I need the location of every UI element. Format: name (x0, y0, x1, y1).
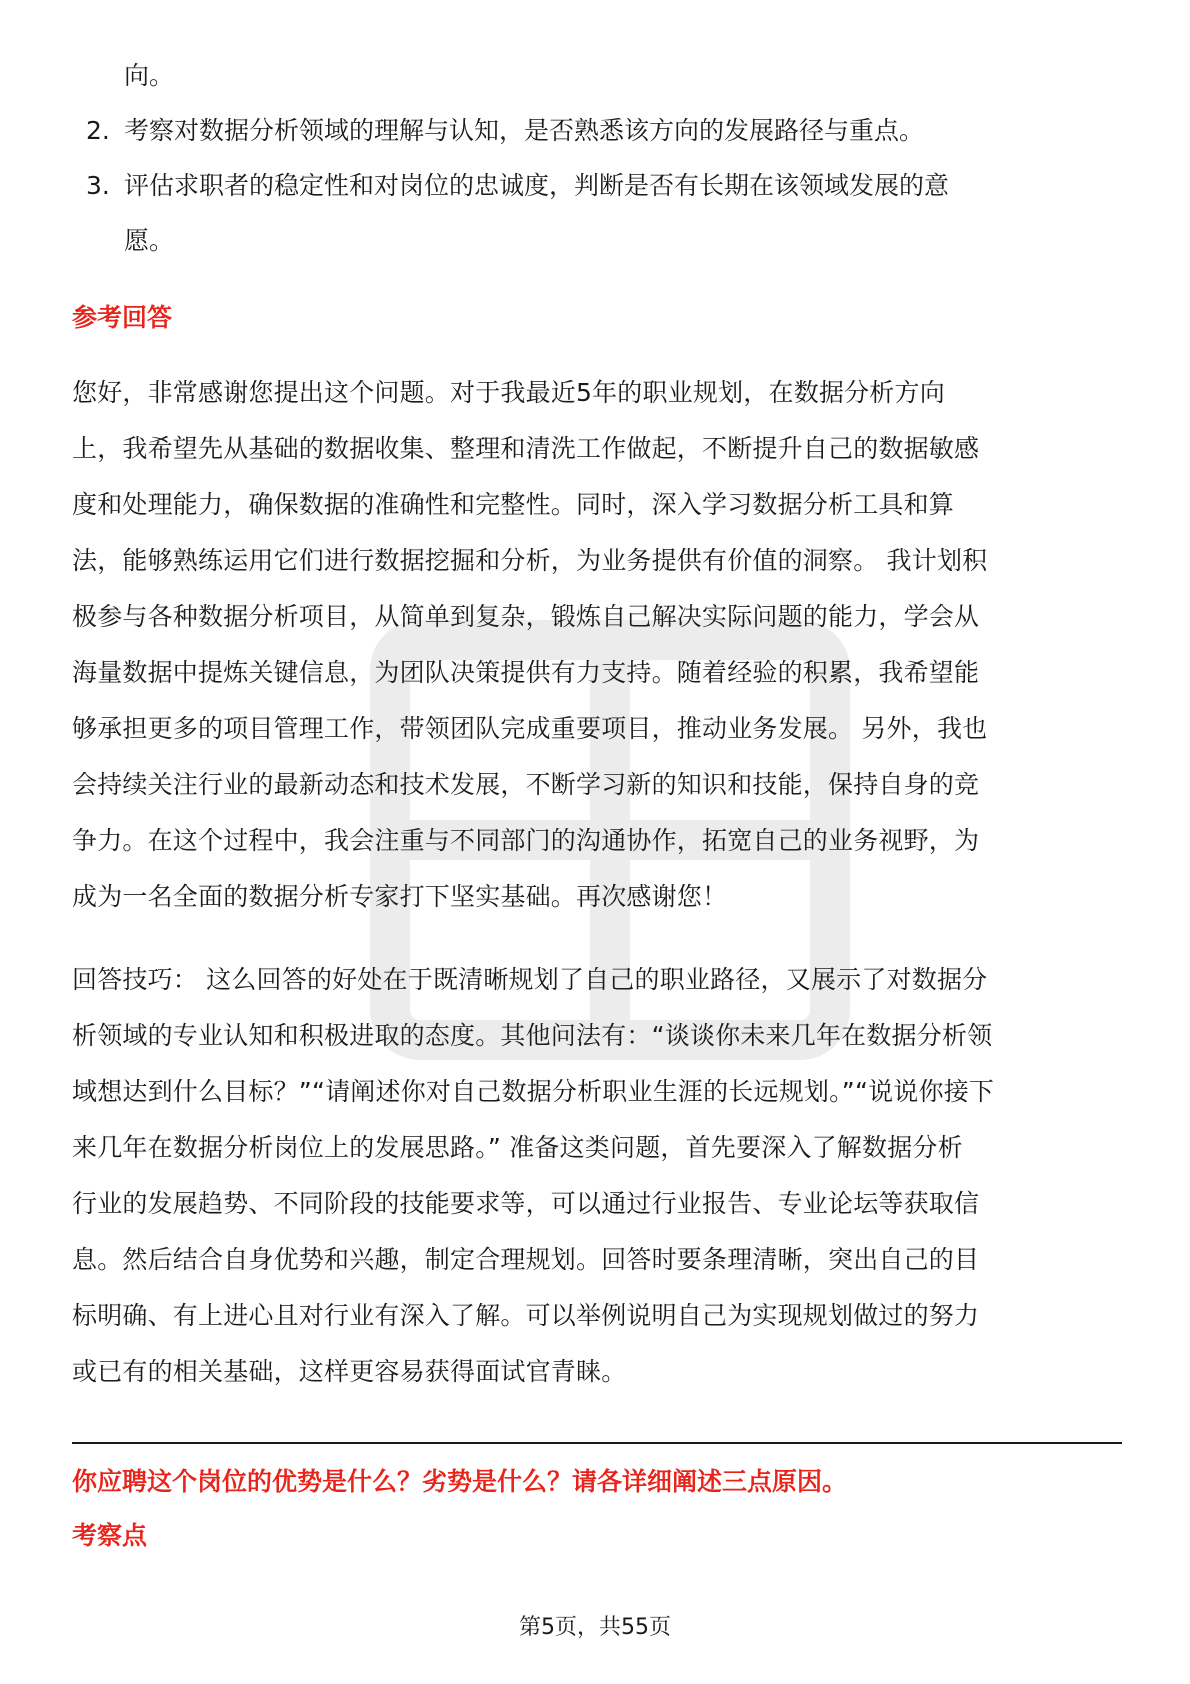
page-footer: 第5页，共55页 (519, 1615, 671, 1640)
reference-answer-heading: 参考回答 (72, 303, 173, 332)
tips-line: 或已有的相关基础，这样更容易获得面试官青睐。 (72, 1357, 627, 1386)
answer-line: 够承担更多的项目管理工作，带领团队完成重要项目，推动业务发展。 另外，我也 (72, 714, 988, 743)
answer-paragraph (72, 365, 1122, 925)
list-item-continuation: 向。 (124, 61, 175, 90)
answer-line: 成为一名全面的数据分析专家打下坚实基础。再次感谢您！ (72, 882, 728, 911)
list-item (72, 103, 1122, 158)
section-divider (72, 1442, 1122, 1444)
answer-line: 度和处理能力，确保数据的准确性和完整性。同时，深入学习数据分析工具和算 (72, 490, 955, 519)
answer-line: 您好，非常感谢您提出这个问题。对于我最近5年的职业规划，在数据分析方向 (72, 378, 945, 407)
tips-line: 息。然后结合自身优势和兴趣，制定合理规划。回答时要条理清晰，突出自己的目 (72, 1245, 980, 1274)
list-item-text: 评估求职者的稳定性和对岗位的忠诚度，判断是否有长期在该领域发展的意 (124, 171, 950, 200)
tips-paragraph (72, 952, 1122, 1400)
tips-line: 来几年在数据分析岗位上的发展思路。” 准备这类问题，首先要深入了解数据分析 (72, 1133, 963, 1162)
document-page (72, 48, 1122, 1556)
list-number: 2. (86, 116, 110, 145)
answer-line: 法，能够熟练运用它们进行数据挖掘和分析，为业务提供有价值的洞察。 我计划积 (72, 546, 988, 575)
list-item (72, 158, 1122, 213)
exam-points-heading: 考察点 (72, 1521, 148, 1550)
answer-line: 上，我希望先从基础的数据收集、整理和清洗工作做起，不断提升自己的数据敏感 (72, 434, 980, 463)
tips-line: 回答技巧： 这么回答的好处在于既清晰规划了自己的职业路径，又展示了对数据分 (72, 965, 988, 994)
next-question-heading: 你应聘这个岗位的优势是什么？劣势是什么？请各详细阐述三点原因。 (72, 1467, 848, 1496)
tips-line: 标明确、有上进心且对行业有深入了解。可以举例说明自己为实现规划做过的努力 (72, 1301, 980, 1330)
tips-line: 域想达到什么目标？”“请阐述你对自己数据分析职业生涯的长远规划。”“说说你接下 (72, 1077, 995, 1106)
list-item-continuation: 愿。 (124, 226, 175, 255)
answer-line: 极参与各种数据分析项目，从简单到复杂，锻炼自己解决实际问题的能力，学会从 (72, 602, 980, 631)
list-number: 3. (86, 171, 110, 200)
list-item-text: 考察对数据分析领域的理解与认知，是否熟悉该方向的发展路径与重点。 (124, 116, 925, 145)
tips-line: 析领域的专业认知和积极进取的态度。其他问法有：“谈谈你未来几年在数据分析领 (72, 1021, 993, 1050)
answer-line: 海量数据中提炼关键信息，为团队决策提供有力支持。随着经验的积累，我希望能 (72, 658, 980, 687)
answer-line: 会持续关注行业的最新动态和技术发展，不断学习新的知识和技能，保持自身的竞 (72, 770, 980, 799)
tips-line: 行业的发展趋势、不同阶段的技能要求等，可以通过行业报告、专业论坛等获取信 (72, 1189, 980, 1218)
answer-line: 争力。在这个过程中，我会注重与不同部门的沟通协作，拓宽自己的业务视野，为 (72, 826, 980, 855)
